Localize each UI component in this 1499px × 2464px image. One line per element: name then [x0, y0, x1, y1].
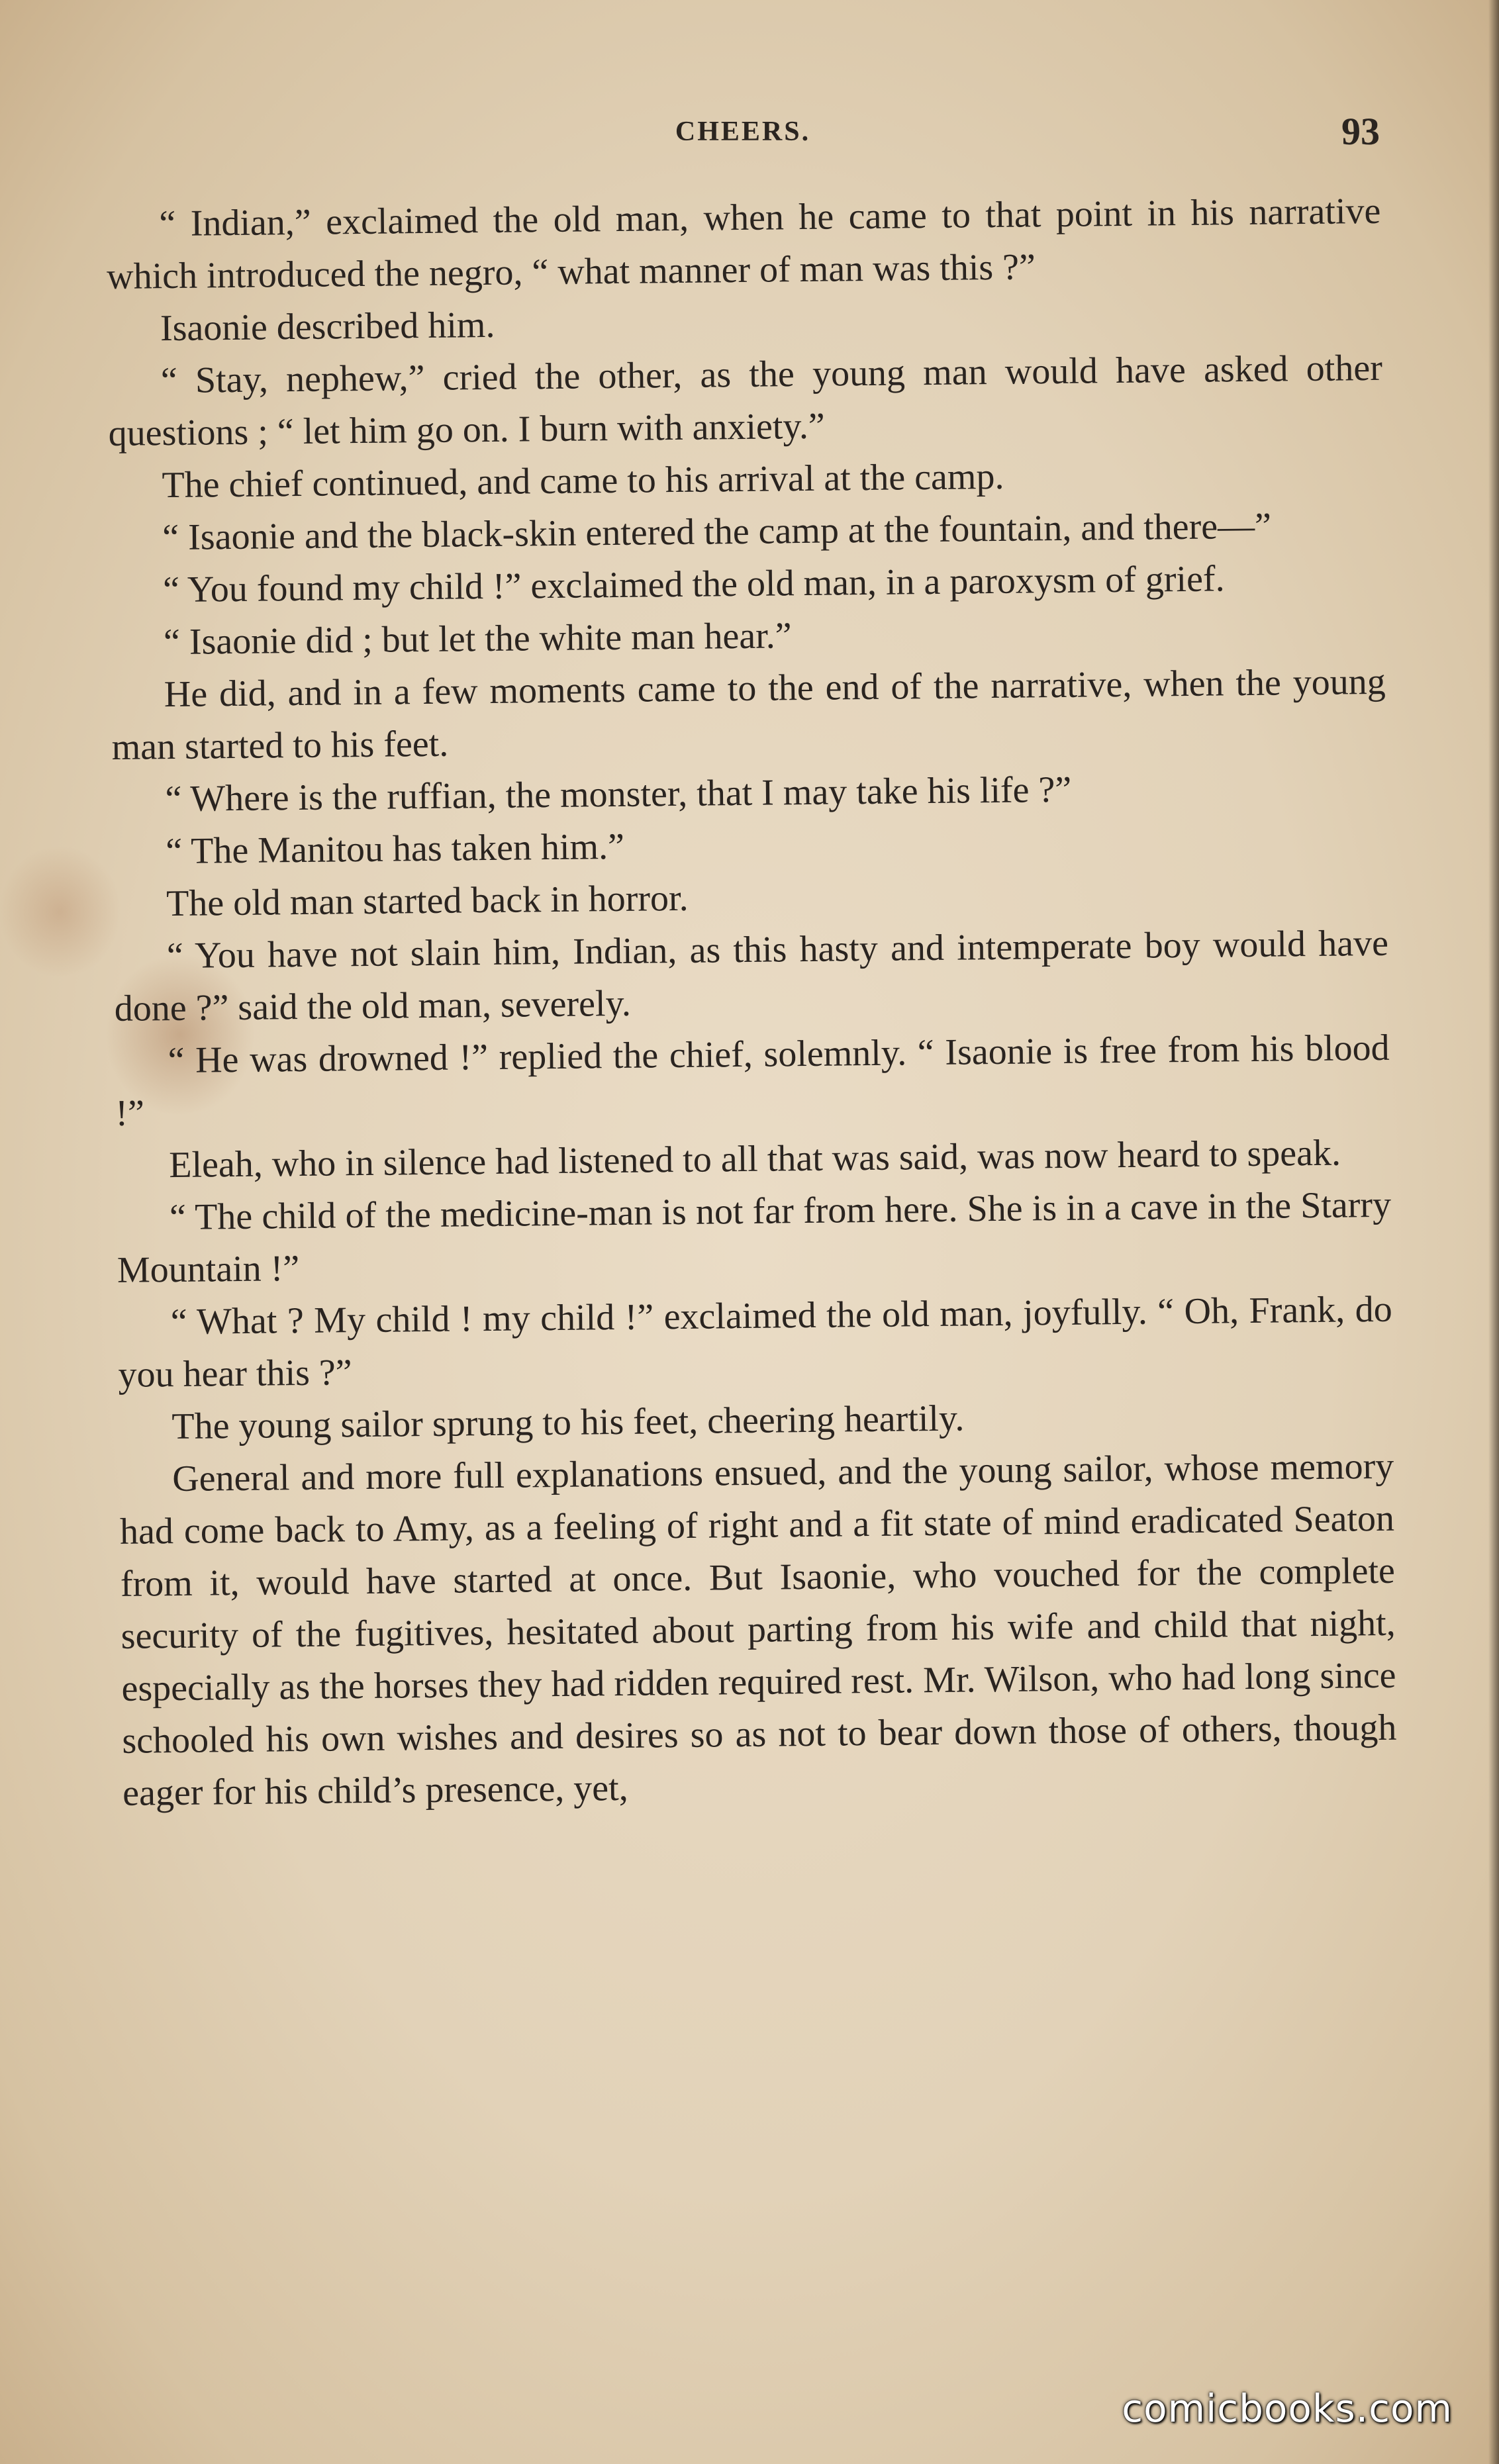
paragraph: Isaonie described him.: [160, 304, 495, 350]
running-title: CHEERS.: [675, 117, 811, 147]
paragraph: He did, and in a few moments came to the end of the narrative, when the young man started to his feet.: [111, 661, 1386, 768]
paragraph: “ What ? My child ! my child !” exclaimed the old man, joyfully. “ Oh, Frank, do you hear this ?”: [118, 1288, 1393, 1396]
paragraph: The old man started back in horror.: [166, 877, 689, 925]
page-number: 93: [1341, 110, 1380, 153]
paragraph: “ You have not slain him, Indian, as this hasty and intemperate boy would have done ?” said the old man, severely.: [114, 922, 1389, 1029]
paragraph: Eleah, who in silence had listened to all that was said, was now heard to speak.: [168, 1132, 1341, 1186]
paragraph: “ The Manitou has taken him.”: [166, 826, 625, 873]
paragraph: General and more full explanations ensued, and the young sailor, whose memory had come back to Amy, as a feeling of right and a fit state of mind eradicated Seaton from it, would have started at once. But Isaonie, who vouched for the complete security of the fugitives, hesitated about parting from his wife and child that night, especially as the horses they had ridden required rest. Mr. Wilson, who had long since schooled his own wishes and desires so as not to bear down those of others, though eager for his child’s presence, yet,: [119, 1445, 1397, 1814]
paragraph: “ Isaonie and the black-skin entered the camp at the fountain, and there—”: [162, 505, 1272, 559]
paragraph: “ Indian,” exclaimed the old man, when he came to that point in his narrative which introduced the negro, “ what manner of man was this ?”: [106, 190, 1381, 297]
paragraph: The young sailor sprung to his feet, cheering heartily.: [171, 1398, 965, 1448]
paragraph: “ Isaonie did ; but let the white man hear.”: [163, 615, 792, 663]
paragraph: “ You found my child !” exclaimed the old man, in a paroxysm of grief.: [162, 558, 1225, 611]
paragraph: “ He was drowned !” replied the chief, solemnly. “ Isaonie is free from his blood !”: [115, 1027, 1390, 1134]
body-text: [106, 185, 1398, 1820]
paragraph: The chief continued, and came to his arrival at the camp.: [162, 455, 1004, 506]
paragraph: “ Stay, nephew,” cried the other, as the young man would have asked other questions ; “ let him go on. I burn with anxiety.”: [108, 347, 1383, 454]
paragraph: “ The child of the medicine-man is not far from here. She is in a cave in the Starry Mountain !”: [117, 1184, 1392, 1291]
site-watermark: comicbooks.com: [1122, 2386, 1453, 2431]
paragraph: “ Where is the ruffian, the monster, that I may take his life ?”: [165, 769, 1072, 820]
page-header: [106, 109, 1380, 162]
page-edge-shadow: [1488, 0, 1499, 2464]
